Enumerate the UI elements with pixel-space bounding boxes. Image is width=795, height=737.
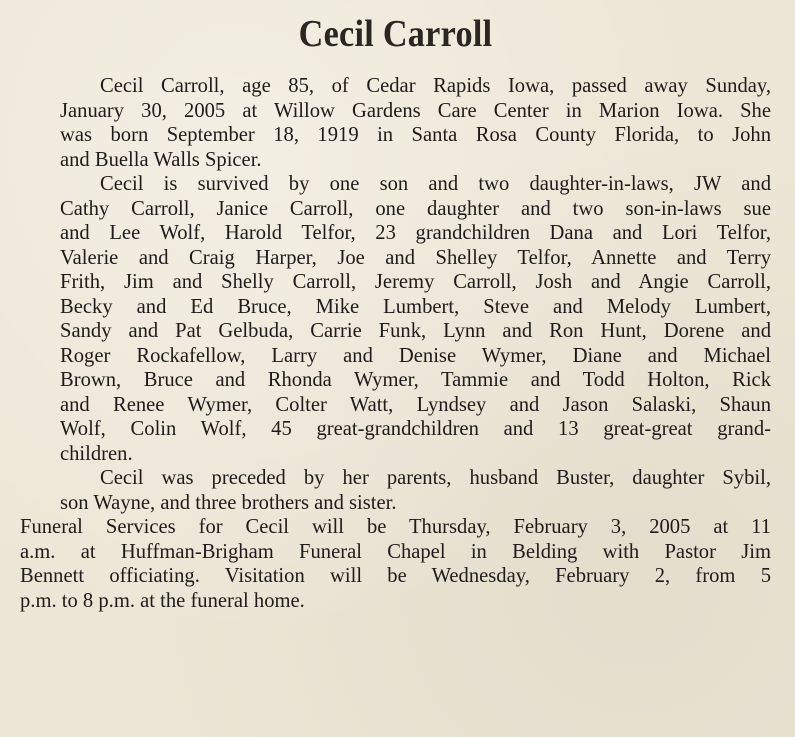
text-line: Cecil was preceded by her parents, husband Buster, daughter Sybil, <box>100 467 771 489</box>
text-line: and Renee Wymer, Colter Watt, Lyndsey and Jason Salaski, Shaun <box>60 393 771 416</box>
text-line: Valerie and Craig Harper, Joe and Shelley Telfor, Annette and Terry <box>60 246 771 269</box>
text-line: Cecil Carroll, age 85, of Cedar Rapids Iowa, passed away Sunday, <box>100 75 771 97</box>
text-line: Cecil is survived by one son and two daughter-in-laws, JW and <box>100 173 771 195</box>
text-line: was born September 18, 1919 in Santa Rosa County Florida, to John <box>60 124 771 146</box>
text-line: a.m. at Huffman-Brigham Funeral Chapel in Belding with Pastor Jim <box>20 540 771 563</box>
text-line: Roger Rockafellow, Larry and Denise Wymer, Diane and Michael <box>60 344 771 367</box>
paragraph-survivors <box>20 172 771 466</box>
text-line: Sandy and Pat Gelbuda, Carrie Funk, Lynn and Ron Hunt, Dorene and <box>60 320 771 342</box>
text-line: Becky and Ed Bruce, Mike Lumbert, Steve and Melody Lumbert, <box>60 295 771 318</box>
paragraph-services <box>20 515 771 613</box>
text-line: and Lee Wolf, Harold Telfor, 23 grandchildren Dana and Lori Telfor, <box>60 222 771 244</box>
text-line: Cathy Carroll, Janice Carroll, one daughter and two son-in-laws sue <box>60 197 771 220</box>
text-line: children. <box>60 442 133 465</box>
paragraph-death-notice <box>20 74 771 172</box>
text-line: January 30, 2005 at Willow Gardens Care Center in Marion Iowa. She <box>60 99 771 122</box>
text-line: Funeral Services for Cecil will be Thursday, February 3, 2005 at 11 <box>20 516 771 538</box>
text-line: Frith, Jim and Shelly Carroll, Jeremy Carroll, Josh and Angie Carroll, <box>60 271 771 293</box>
paragraph-preceded <box>20 466 771 515</box>
text-line: Wolf, Colin Wolf, 45 great-grandchildren and 13 great-great grand- <box>60 418 771 440</box>
text-line: Brown, Bruce and Rhonda Wymer, Tammie and Todd Holton, Rick <box>60 369 771 391</box>
text-line: son Wayne, and three brothers and sister. <box>60 491 397 514</box>
text-line: and Buella Walls Spicer. <box>60 148 262 171</box>
text-line: p.m. to 8 p.m. at the funeral home. <box>20 589 305 612</box>
obituary-title: Cecil Carroll <box>298 13 493 55</box>
text-line: Bennett officiating. Visitation will be Wednesday, February 2, from 5 <box>20 565 771 587</box>
